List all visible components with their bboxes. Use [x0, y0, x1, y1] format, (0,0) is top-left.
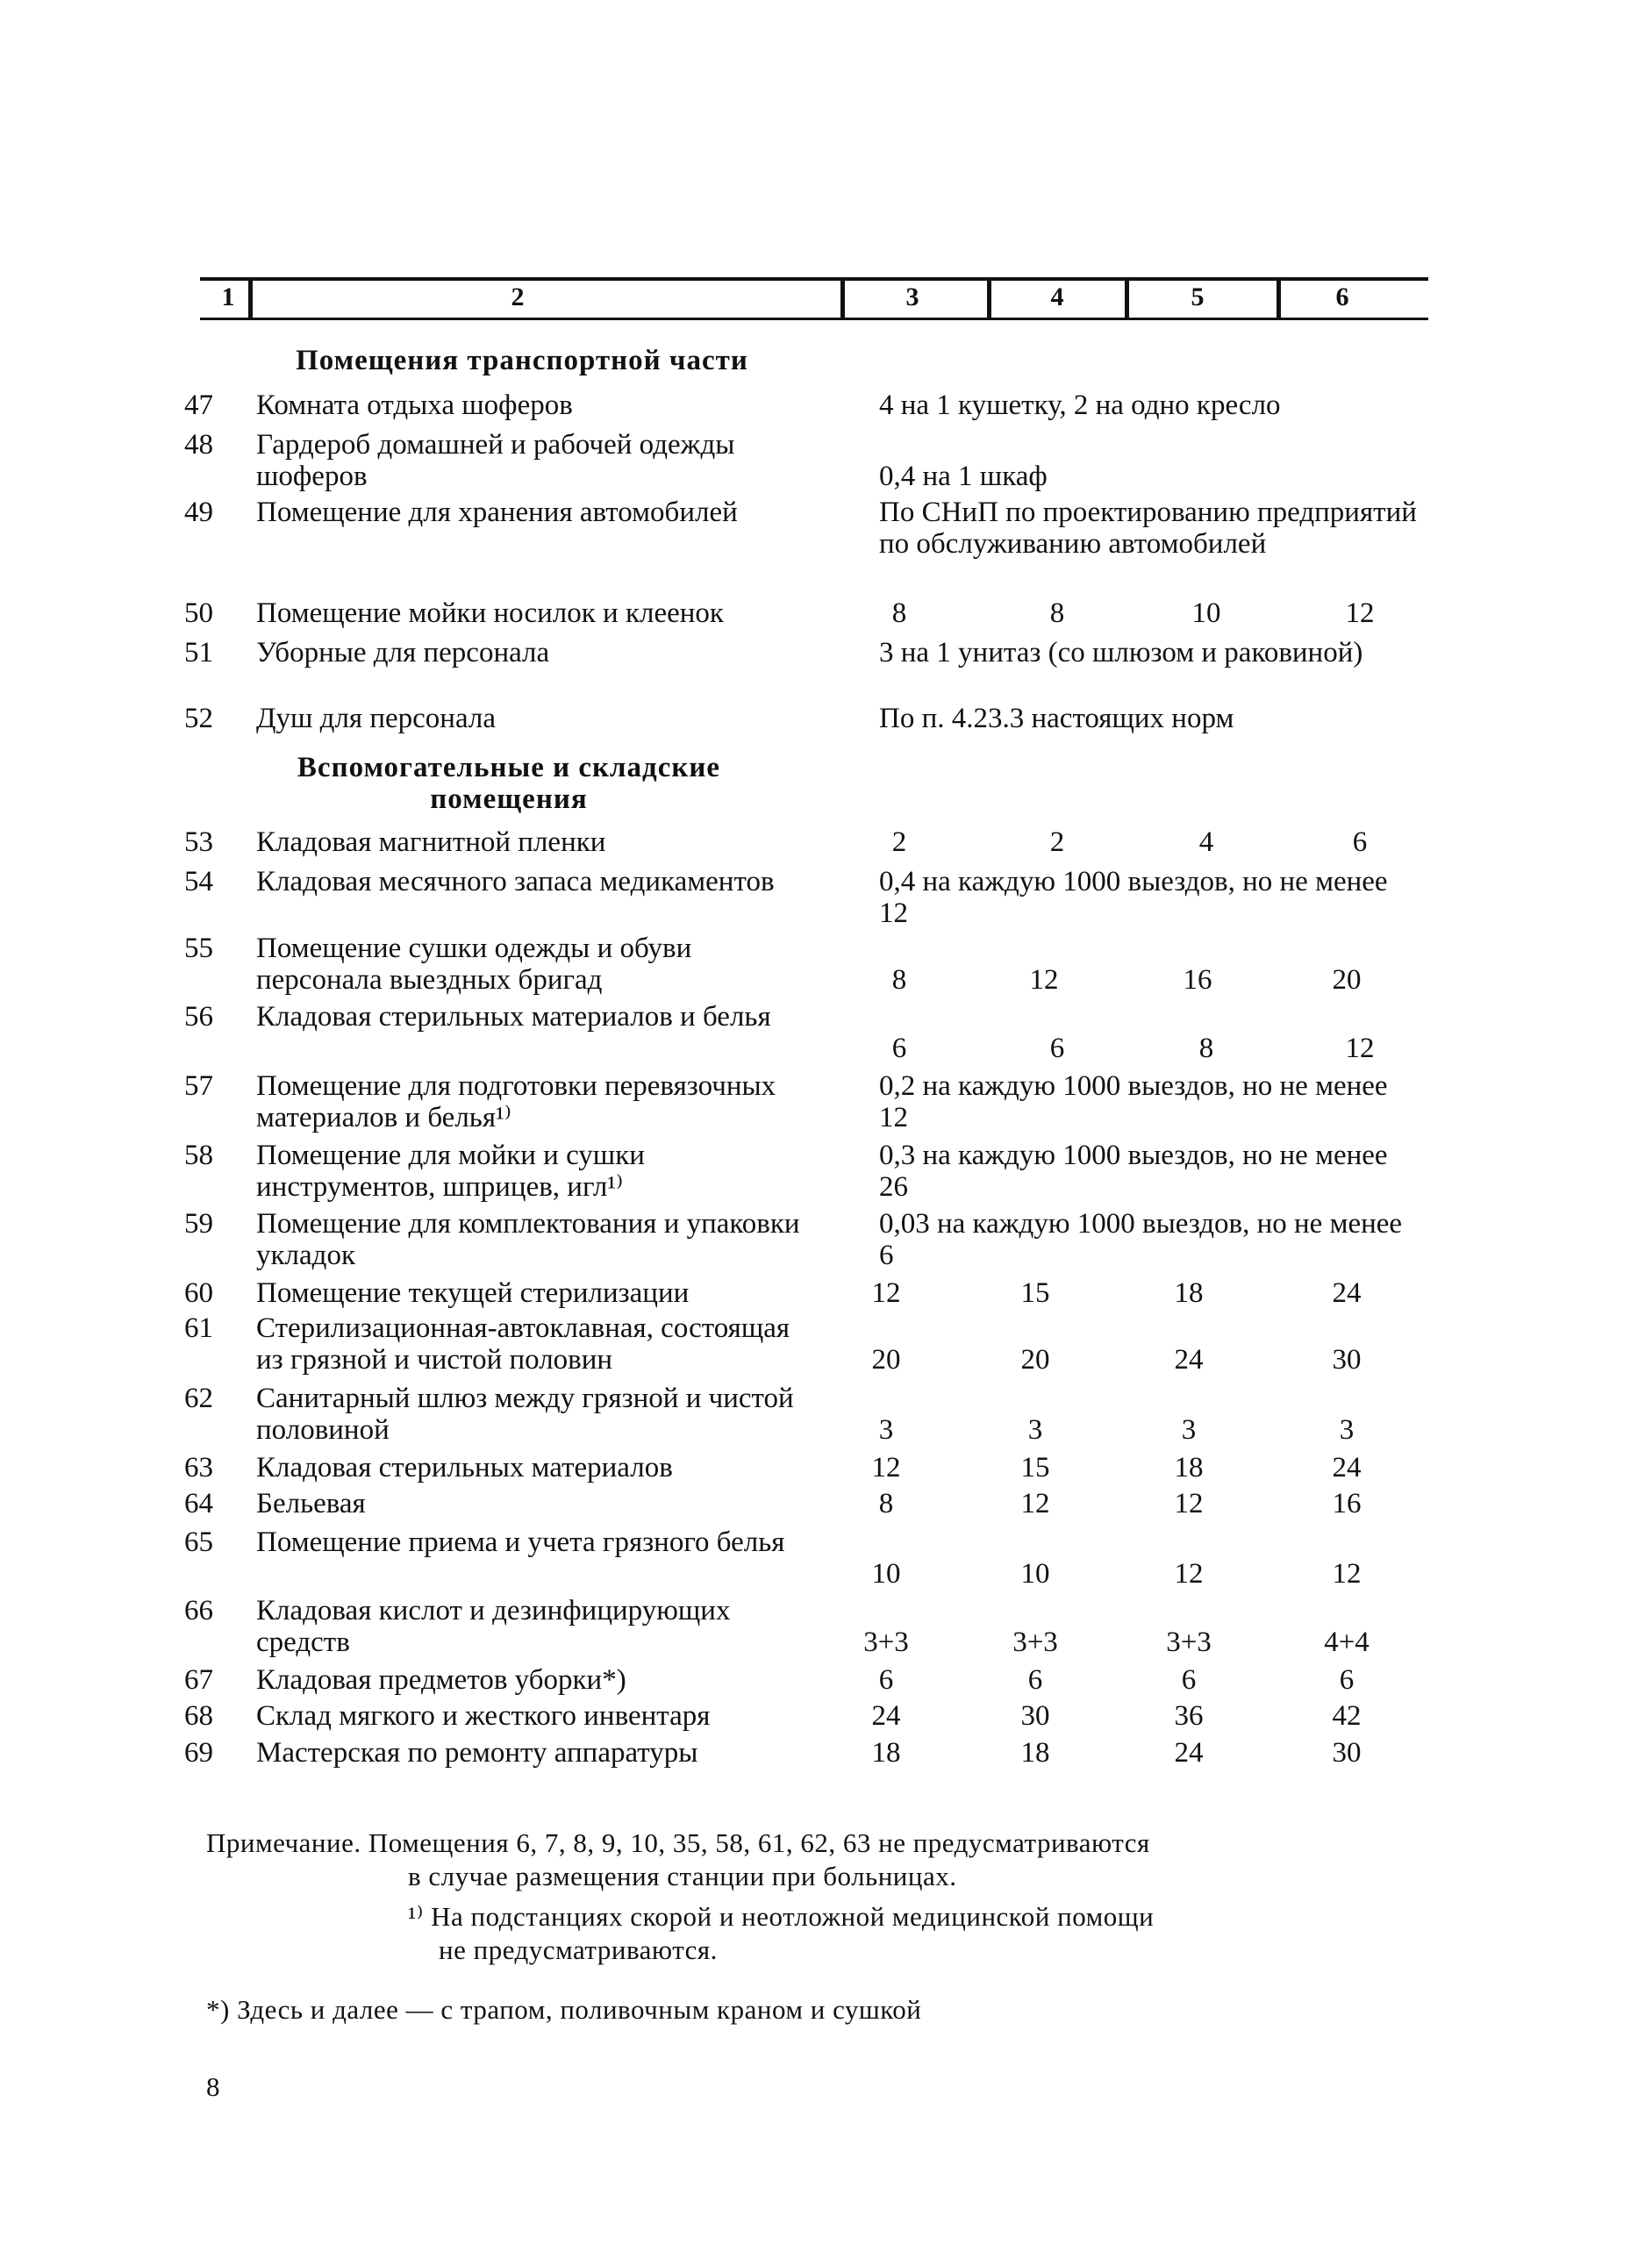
table-header-bottom-rule: [200, 318, 1428, 320]
value-col-3: 3: [878, 1414, 894, 1446]
col-head-4: 4: [1050, 282, 1064, 311]
note-line: Примечание. Помещения 6, 7, 8, 9, 10, 35, 58, 61, 62, 63 не предусматриваются: [206, 1827, 1150, 1858]
value-col-3: 3+3: [863, 1626, 909, 1658]
col-head-2: 2: [511, 282, 525, 311]
row-number: 56: [184, 1001, 213, 1033]
value-col-6: 6: [1352, 826, 1368, 858]
value-col-5: 36: [1174, 1700, 1204, 1732]
row-number: 63: [184, 1452, 213, 1483]
value-col-6: 24: [1332, 1452, 1362, 1483]
value-col-6: 12: [1345, 597, 1375, 629]
row-name: Комната отдыха шоферов: [256, 390, 573, 421]
value-col-4: 3: [1027, 1414, 1043, 1446]
value-col-6: 16: [1332, 1488, 1362, 1519]
value-col-5: 24: [1174, 1737, 1204, 1769]
row-name: Кладовая магнитной пленки: [256, 826, 606, 858]
value-col-4: 30: [1020, 1700, 1050, 1732]
row-name: Помещение мойки носилок и клеенок: [256, 597, 724, 629]
value-col-3: 10: [871, 1558, 901, 1590]
row-number: 52: [184, 703, 213, 734]
table-top-rule: [200, 277, 1428, 281]
col-separator: [1125, 279, 1129, 319]
value-col-4: 15: [1020, 1277, 1050, 1309]
col-head-3: 3: [905, 282, 919, 311]
row-number: 69: [184, 1737, 213, 1769]
value-col-3: 20: [871, 1344, 901, 1376]
row-number: 66: [184, 1595, 213, 1626]
row-number: 53: [184, 826, 213, 858]
value-col-5: 16: [1183, 964, 1212, 996]
value-col-5: 18: [1174, 1277, 1204, 1309]
value-col-4: 18: [1020, 1737, 1050, 1769]
value-col-4: 6: [1027, 1664, 1043, 1696]
row-name: Склад мягкого и жесткого инвентаря: [256, 1700, 711, 1732]
row-name: Кладовая месячного запаса медикаментов: [256, 866, 775, 897]
value-col-6: 30: [1332, 1344, 1362, 1376]
value-col-3: 24: [871, 1700, 901, 1732]
value-col-4: 8: [1049, 597, 1065, 629]
value-col-5: 12: [1174, 1558, 1204, 1590]
row-name: Помещение приема и учета грязного белья: [256, 1526, 785, 1558]
value-col-6: 4+4: [1324, 1626, 1370, 1658]
row-name: Помещение для комплектования и упаковки укладок: [256, 1208, 800, 1271]
col-separator: [987, 279, 991, 319]
row-norm: По п. 4.23.3 настоящих норм: [879, 703, 1234, 734]
value-col-3: 12: [871, 1277, 901, 1309]
value-col-3: 8: [891, 964, 907, 996]
value-col-5: 4: [1198, 826, 1214, 858]
section-title: Помещения транспортной части: [296, 345, 748, 376]
value-col-5: 10: [1191, 597, 1221, 629]
row-number: 48: [184, 429, 213, 461]
value-col-3: 2: [891, 826, 907, 858]
value-col-4: 3+3: [1012, 1626, 1058, 1658]
row-name: Санитарный шлюз между грязной и чистой половиной: [256, 1383, 794, 1446]
row-norm: 0,2 на каждую 1000 выездов, но не менее 12: [879, 1070, 1388, 1133]
value-col-3: 8: [878, 1488, 894, 1519]
col-head-5: 5: [1191, 282, 1205, 311]
footnote: *) Здесь и далее — с трапом, поливочным краном и сушкой: [206, 1994, 922, 2025]
value-col-4: 2: [1049, 826, 1065, 858]
row-number: 67: [184, 1664, 213, 1696]
value-col-6: 24: [1332, 1277, 1362, 1309]
row-name: Помещение текущей стерилизации: [256, 1277, 690, 1309]
row-number: 55: [184, 933, 213, 964]
row-number: 61: [184, 1312, 213, 1344]
row-norm: 0,03 на каждую 1000 выездов, но не менее 6: [879, 1208, 1403, 1271]
row-number: 57: [184, 1070, 213, 1102]
value-col-4: 6: [1049, 1033, 1065, 1064]
row-number: 60: [184, 1277, 213, 1309]
value-col-6: 12: [1345, 1033, 1375, 1064]
row-name: Помещение для подготовки перевязочных материалов и белья¹⁾: [256, 1070, 776, 1133]
row-number: 49: [184, 497, 213, 528]
value-col-6: 6: [1339, 1664, 1355, 1696]
row-norm: 0,3 на каждую 1000 выездов, но не менее 26: [879, 1140, 1388, 1203]
row-number: 47: [184, 390, 213, 421]
note-line: ¹⁾ На подстанциях скорой и неотложной медицинской помощи: [408, 1901, 1155, 1932]
row-name: Мастерская по ремонту аппаратуры: [256, 1737, 698, 1769]
value-col-6: 20: [1332, 964, 1362, 996]
row-number: 54: [184, 866, 213, 897]
value-col-3: 18: [871, 1737, 901, 1769]
value-col-5: 8: [1198, 1033, 1214, 1064]
value-col-4: 10: [1020, 1558, 1050, 1590]
value-col-6: 3: [1339, 1414, 1355, 1446]
note-line: в случае размещения станции при больницах.: [408, 1861, 957, 1891]
row-number: 68: [184, 1700, 213, 1732]
value-col-3: 12: [871, 1452, 901, 1483]
row-number: 58: [184, 1140, 213, 1171]
value-col-5: 24: [1174, 1344, 1204, 1376]
row-norm: 3 на 1 унитаз (со шлюзом и раковиной): [879, 637, 1363, 668]
value-col-5: 3+3: [1166, 1626, 1212, 1658]
row-number: 64: [184, 1488, 213, 1519]
col-separator: [1277, 279, 1281, 319]
row-name: Кладовая стерильных материалов: [256, 1452, 673, 1483]
row-name: Уборные для персонала: [256, 637, 550, 668]
row-name: Стерилизационная-автоклавная, состоящая из грязной и чистой половин: [256, 1312, 790, 1376]
row-name: Кладовая предметов уборки*): [256, 1664, 626, 1696]
value-col-6: 42: [1332, 1700, 1362, 1732]
col-separator: [840, 279, 845, 319]
value-col-5: 12: [1174, 1488, 1204, 1519]
row-number: 59: [184, 1208, 213, 1240]
value-col-6: 30: [1332, 1737, 1362, 1769]
value-col-5: 18: [1174, 1452, 1204, 1483]
col-head-6: 6: [1335, 282, 1349, 311]
page-number: 8: [206, 2071, 220, 2102]
row-number: 62: [184, 1383, 213, 1414]
row-name: Кладовая стерильных материалов и белья: [256, 1001, 771, 1033]
value-col-6: 12: [1332, 1558, 1362, 1590]
value-col-3: 8: [891, 597, 907, 629]
row-name: Гардероб домашней и рабочей одежды шоферов: [256, 429, 735, 492]
col-head-1: 1: [221, 282, 235, 311]
value-col-4: 12: [1020, 1488, 1050, 1519]
row-norm: По СНиП по проектированию предприятий по обслуживанию автомобилей: [879, 497, 1417, 560]
value-col-3: 6: [891, 1033, 907, 1064]
row-norm: 0,4 на 1 шкаф: [879, 461, 1048, 492]
row-name: Душ для персонала: [256, 703, 497, 734]
value-col-5: 3: [1181, 1414, 1197, 1446]
row-norm: 4 на 1 кушетку, 2 на одно кресло: [879, 390, 1281, 421]
row-number: 50: [184, 597, 213, 629]
row-name: Помещение для мойки и сушки инструментов, шприцев, игл¹⁾: [256, 1140, 645, 1203]
section-title: Вспомогательные и складские помещения: [297, 752, 721, 815]
row-name: Помещение сушки одежды и обуви персонала выездных бригад: [256, 933, 692, 996]
value-col-3: 6: [878, 1664, 894, 1696]
row-norm: 0,4 на каждую 1000 выездов, но не менее 12: [879, 866, 1388, 929]
value-col-4: 15: [1020, 1452, 1050, 1483]
row-number: 65: [184, 1526, 213, 1558]
value-col-5: 6: [1181, 1664, 1197, 1696]
value-col-4: 12: [1029, 964, 1059, 996]
row-number: 51: [184, 637, 213, 668]
row-name: Помещение для хранения автомобилей: [256, 497, 738, 528]
value-col-4: 20: [1020, 1344, 1050, 1376]
col-separator: [248, 279, 253, 319]
row-name: Кладовая кислот и дезинфицирующих средств: [256, 1595, 731, 1658]
row-name: Бельевая: [256, 1488, 366, 1519]
note-line: не предусматриваются.: [439, 1934, 718, 1965]
